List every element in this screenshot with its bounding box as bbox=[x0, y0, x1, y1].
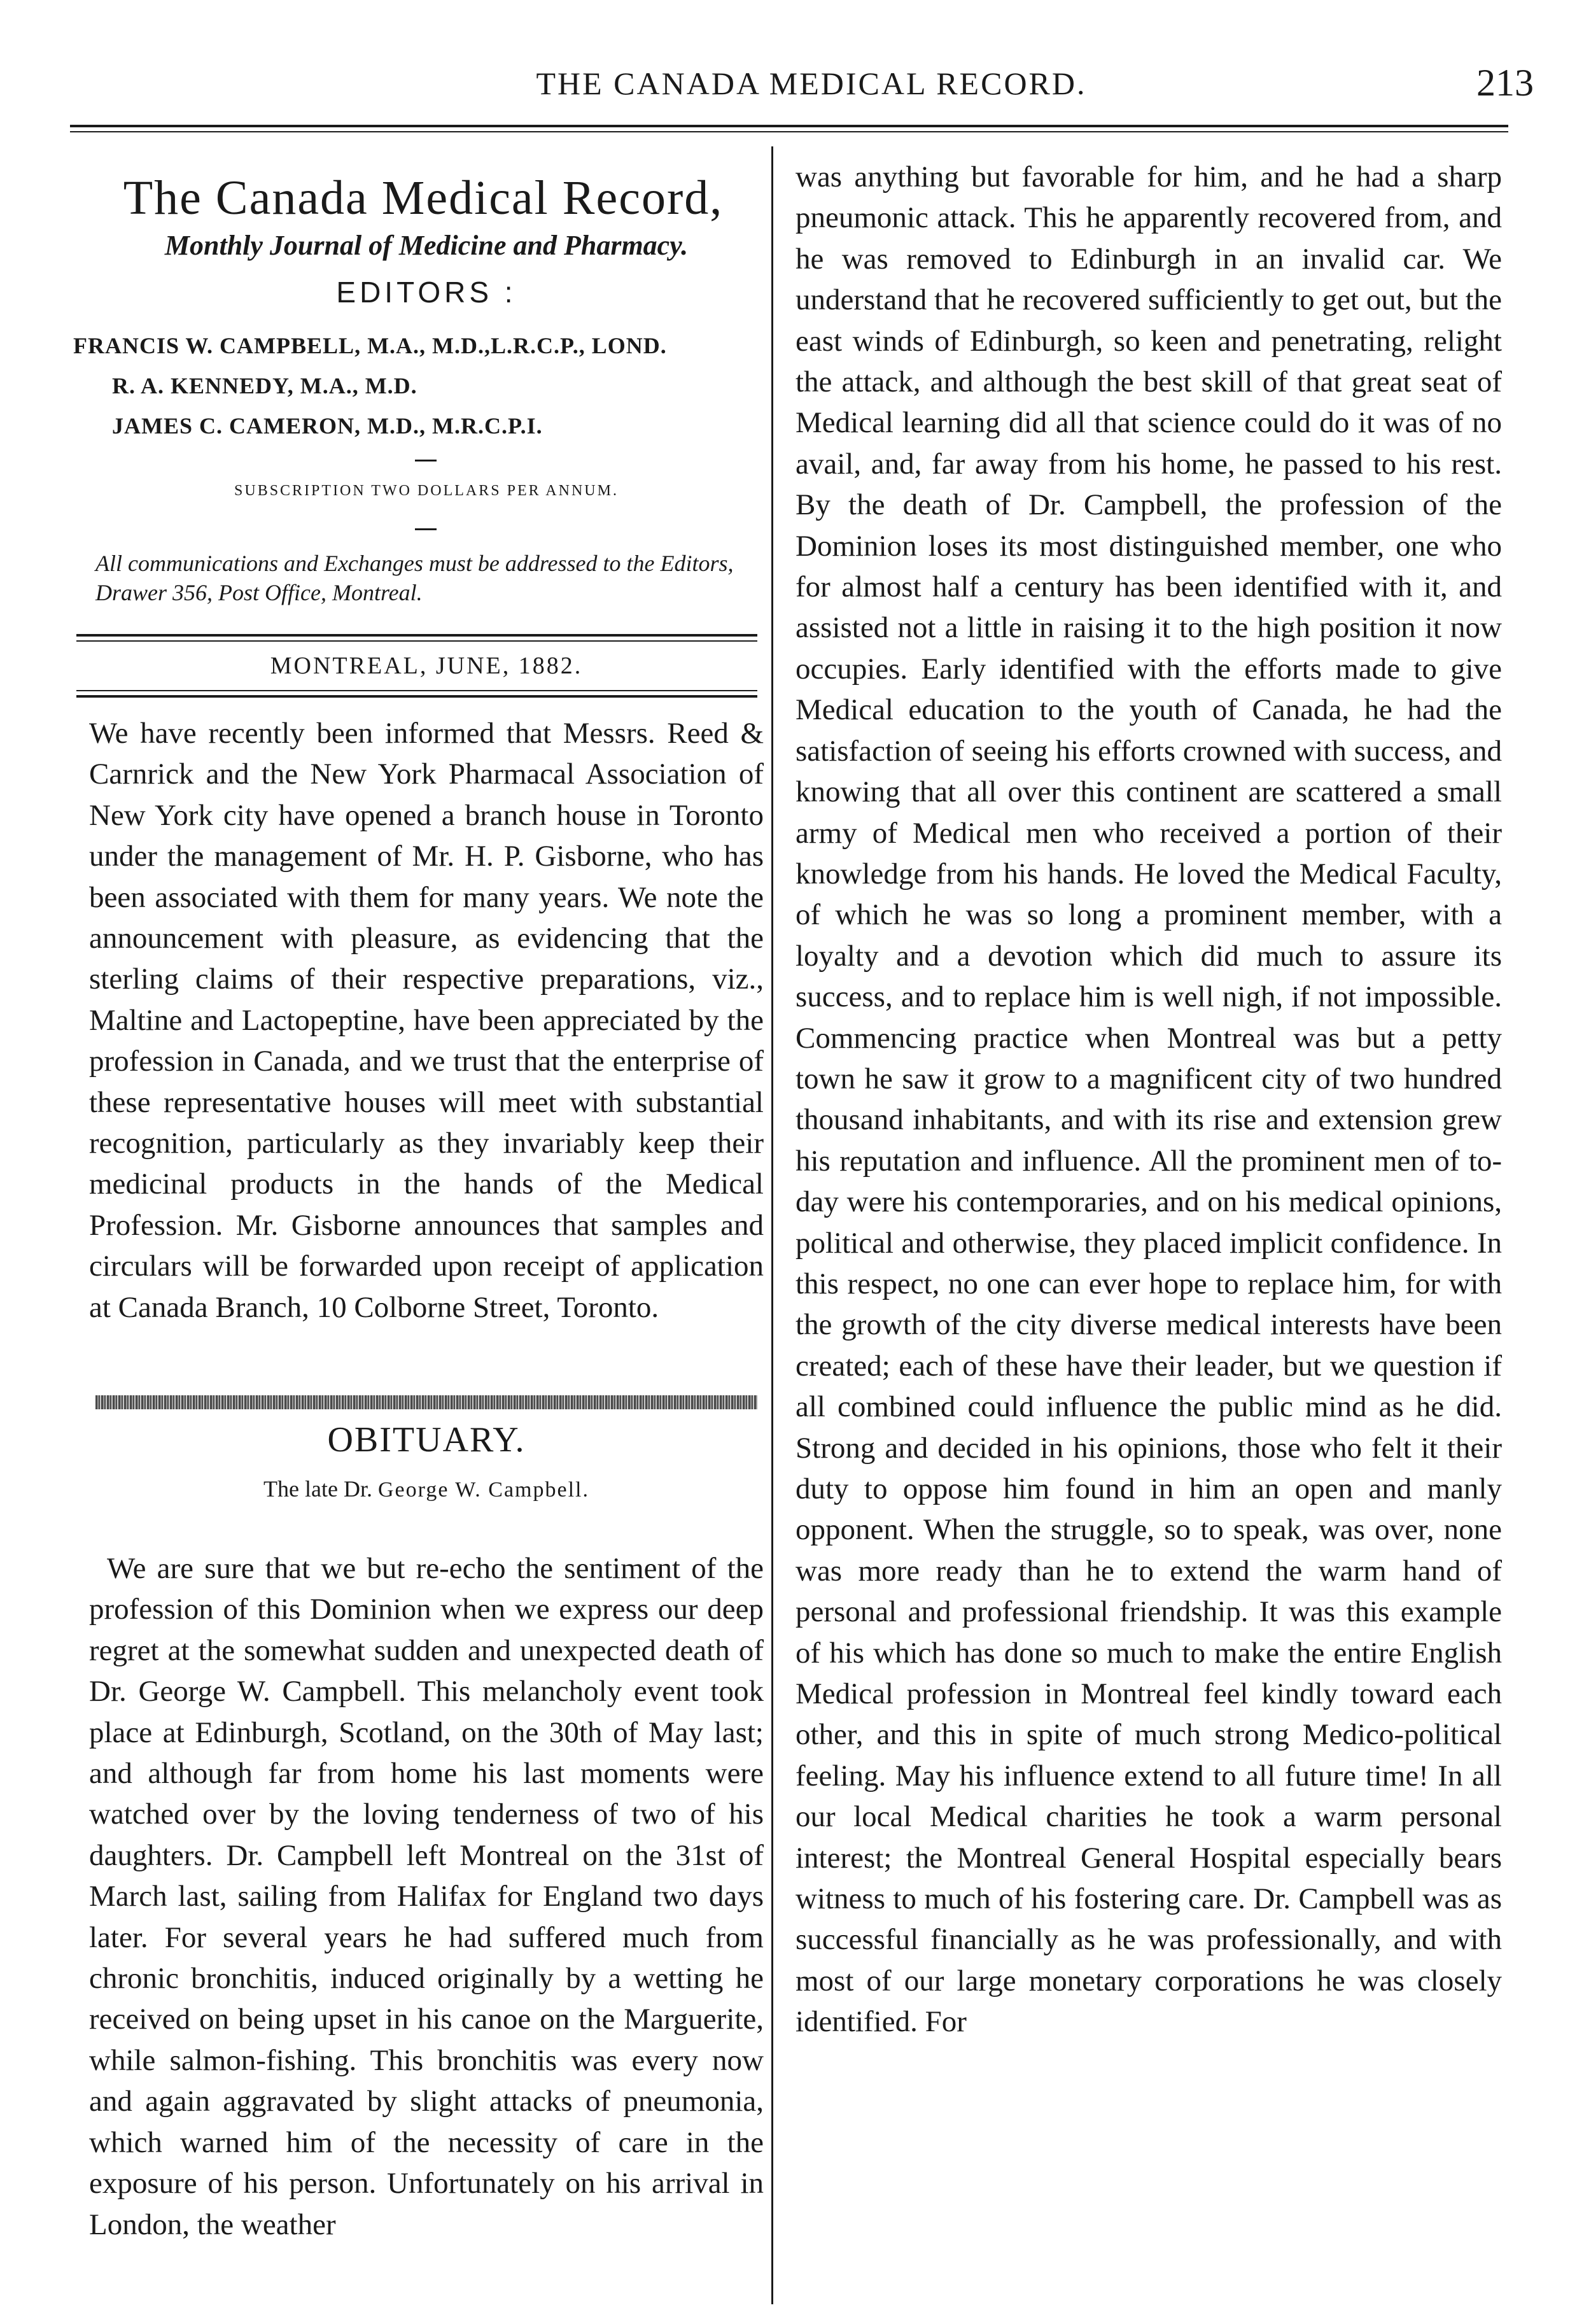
masthead-subtitle: Monthly Journal of Medicine and Pharmacy. bbox=[164, 230, 689, 261]
announcement-paragraph bbox=[89, 713, 764, 1328]
editor-line: JAMES C. CAMERON, M.D., M.R.C.P.I. bbox=[112, 413, 543, 439]
masthead-title: The Canada Medical Record, bbox=[123, 171, 724, 225]
dateline-rule-top bbox=[76, 634, 757, 637]
page-number: 213 bbox=[1476, 62, 1534, 104]
obituary-heading: OBITUARY. bbox=[327, 1420, 526, 1460]
divider-dash bbox=[415, 460, 437, 461]
divider-dash bbox=[415, 528, 437, 530]
obituary-right-text: was anything but favorable for him, and he had a sharp pneumonic attack. This he apparently recovered from, and he was removed to Edinburgh in an invalid car. We understand that he recovered sufficiently to get out, but the east winds of Edinburgh, so keen and penetrating, relight the attack, and although the best skill of that great seat of Medical learning did all that science could do it was of no avail, and, far away from his home, he passed to his rest. By the death of Dr. Campbell, the profession of the Dominion loses its most distinguished member, one who for almost half a century has been identified with it, and assisted not a little in raising it to the high position it now occupies. Early identified with the efforts made to give Medical education to the youth of Canada, he had the satisfaction of seeing his efforts crowned with success, and knowing that all over this continent are scattered a small army of Medical men who received a portion of their knowledge from his hands. He loved the Medical Faculty, of which he was so long a prominent member, with a loyalty and a devotion which did much to assure its success, and to replace him is well nigh, if not impossible. Commencing practice when Montreal was but a petty town he saw it grow to a magnificent city of two hundred thousand inhabitants, and with its rise and extension grew his reputation and influence. All the prominent men of to-day were his contemporaries, and on his medical opinions, political and otherwise, they placed implicit confidence. In this respect, no one can ever hope to replace him, for with the growth of the city diverse medical interests have been created; each of these have their leader, but we question if all combined could influence the public mind as he did. Strong and decided in his opinions, those who felt it their duty to oppose him found in him an open and manly opponent. When the struggle, so to speak, was over, none was more ready than he to extend the warm hand of personal and professional friendship. It was this example of his which has done so much to make the entire English Medical profession in Montreal feel kindly toward each other, and this in spite of much strong Medico-political feeling. May his influence extend to all future time! In all our local Medical charities he took a warm personal interest; the Montreal General Hospital especially bears witness to much of his fostering care. Dr. Campbell was as successful financially as he was professionally, and with most of our large monetary corporations he was closely identified. For bbox=[796, 160, 1502, 2039]
editor-line: FRANCIS W. CAMPBELL, M.A., M.D.,L.R.C.P., LOND. bbox=[73, 333, 667, 358]
ornamental-rule bbox=[95, 1395, 757, 1409]
obituary-subheading bbox=[89, 1475, 764, 1502]
obituary-text-left bbox=[89, 1548, 764, 2245]
obituary-subheading-prefix: The late Dr. bbox=[263, 1476, 372, 1502]
obituary-left-text: We are sure that we but re-echo the sentiment of the profession of this Dominion when we express our deep regret at the somewhat sudden and unexpected death of Dr. George W. Campbell. This melancholy event took place at Edinburgh, Scotland, on the 30th of May last; and although far from home his last moments were watched over by the loving tenderness of two of his daughters. Dr. Campbell left Montreal on the 31st of March last, sailing from Halifax for England two days later. For several years he had suffered much from chronic bronchitis, induced originally by a wetting he received on being upset in his canoe on the Marguerite, while salmon-fishing. This bronchitis was every now and again aggravated by slight attacks of pneumonia, which warned him of the necessity of care in the exposure of his person. Unfortunately on his arrival in London, the weather bbox=[89, 1552, 764, 2241]
dateline-rule-bottom-thick bbox=[76, 695, 757, 698]
editors-heading: EDITORS : bbox=[336, 276, 517, 309]
column-divider bbox=[771, 146, 773, 2304]
dateline-rule-bottom bbox=[76, 690, 757, 691]
obituary-subheading-name: George W. Campbell. bbox=[377, 1478, 589, 1502]
obituary-text-right bbox=[796, 157, 1502, 2043]
dateline-rule-top-thin bbox=[76, 640, 757, 642]
header-rule-bottom bbox=[70, 131, 1508, 132]
header-rule-top bbox=[70, 125, 1508, 127]
running-head-title: THE CANADA MEDICAL RECORD. bbox=[536, 66, 1087, 101]
dateline: MONTREAL, JUNE, 1882. bbox=[270, 652, 583, 679]
subscription-notice: SUBSCRIPTION TWO DOLLARS PER ANNUM. bbox=[234, 482, 619, 499]
editor-line: R. A. KENNEDY, M.A., M.D. bbox=[112, 373, 417, 398]
announcement-text: We have recently been informed that Messrs. Reed & Carnrick and the New York Pharmacal Association of New York city have opened a branch house in Toronto under the management of Mr. H. P. Gisborne, who has been associated with them for many years. We note the announcement with pleasure, as evidencing that the sterling claims of their respective preparations, viz., Maltine and Lactopeptine, have been appreciated by the profession in Canada, and we trust that the enterprise of these representative houses will meet with substantial recognition, particularly as they invariably keep their medicinal products in the hands of the Medical Profession. Mr. Gisborne announces that samples and circulars will be forwarded upon receipt of application at Canada Branch, 10 Colborne Street, Toronto. bbox=[89, 717, 764, 1324]
address-notice: All communications and Exchanges must be addressed to the Editors, Drawer 356, Post Office, Montreal. bbox=[95, 551, 734, 605]
